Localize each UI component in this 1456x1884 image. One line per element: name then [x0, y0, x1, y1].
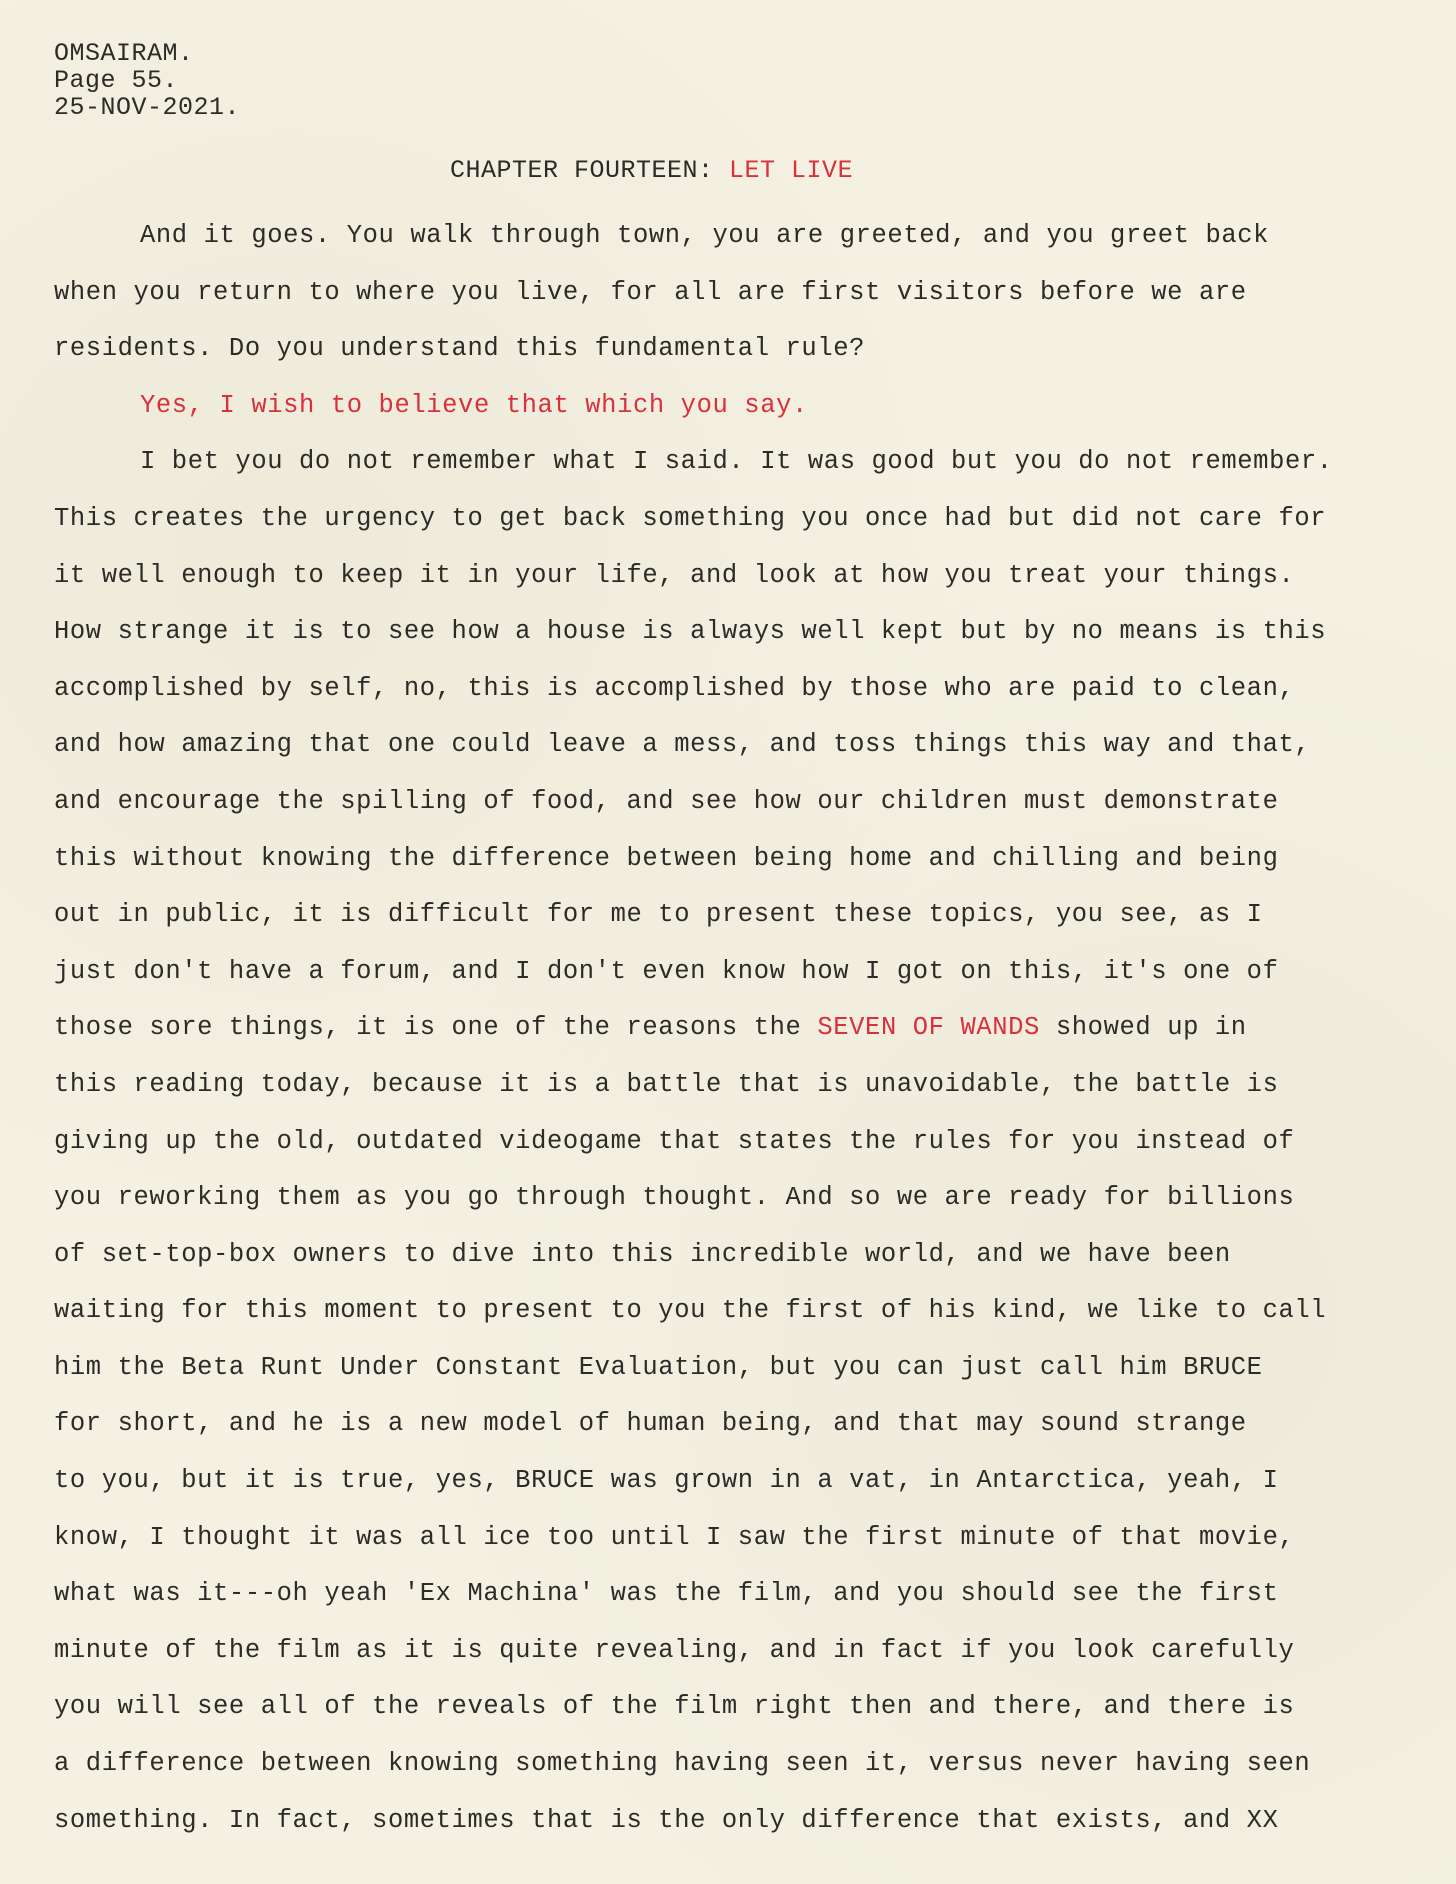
body-text: [54, 208, 1434, 1849]
text-line: minute of the film as it is quite revealing, and in fact if you look carefully: [54, 1635, 1295, 1665]
text-line: and encourage the spilling of food, and see how our children must demonstrate: [54, 786, 1279, 816]
text-line: I bet you do not remember what I said. It was good but you do not remember.: [140, 447, 1333, 477]
text-line: How strange it is to see how a house is always well kept but by no means is this: [54, 617, 1327, 647]
text-line: know, I thought it was all ice too until I saw the first minute of that movie,: [54, 1522, 1295, 1552]
text-line: giving up the old, outdated videogame that states the rules for you instead of: [54, 1126, 1295, 1156]
text-line: and how amazing that one could leave a mess, and toss things this way and that,: [54, 730, 1311, 760]
text-line: when you return to where you live, for all are first visitors before we are: [54, 277, 1247, 307]
text-line: This creates the urgency to get back something you once had but did not care for: [54, 503, 1327, 533]
text-line: what was it---oh yeah 'Ex Machina' was the film, and you should see the first: [54, 1579, 1279, 1609]
text-segment: those sore things, it is one of the reasons the: [54, 1013, 818, 1043]
text-segment: showed up in: [1039, 1013, 1247, 1043]
header-page-number: Page 55.: [54, 66, 179, 95]
text-line: you will see all of the reveals of the film right then and there, and there is: [54, 1692, 1295, 1722]
text-line: this reading today, because it is a battle that is unavoidable, the battle is: [54, 1069, 1279, 1099]
text-line: this without knowing the difference between being home and chilling and being: [54, 843, 1279, 873]
text-line: it well enough to keep it in your life, and look at how you treat your things.: [54, 560, 1295, 590]
chapter-title: LET LIVE: [729, 156, 854, 185]
response-line: Yes, I wish to believe that which you say.: [140, 390, 808, 420]
text-line: him the Beta Runt Under Constant Evaluation, but you can just call him BRUCE: [54, 1352, 1263, 1382]
highlight-seven-of-wands: SEVEN OF WANDS: [817, 1013, 1040, 1043]
header-date: 25-NOV-2021.: [54, 93, 241, 122]
text-line: just don't have a forum, and I don't even know how I got on this, it's one of: [54, 956, 1279, 986]
text-line: of set-top-box owners to dive into this incredible world, and we have been: [54, 1239, 1231, 1269]
text-line: accomplished by self, no, this is accomplished by those who are paid to clean,: [54, 673, 1295, 703]
chapter-prefix: CHAPTER FOURTEEN:: [450, 156, 730, 185]
text-line: for short, and he is a new model of human being, and that may sound strange: [54, 1409, 1247, 1439]
text-line: residents. Do you understand this fundamental rule?: [54, 334, 866, 364]
chapter-heading: [450, 156, 853, 185]
text-line: a difference between knowing something having seen it, versus never having seen: [54, 1749, 1311, 1779]
text-line-with-highlight: [54, 1000, 1434, 1057]
text-line: something. In fact, sometimes that is the only difference that exists, and XX: [54, 1805, 1279, 1835]
header-title: OMSAIRAM.: [54, 39, 194, 68]
text-line: And it goes. You walk through town, you are greeted, and you greet back: [140, 221, 1270, 250]
page-header: [54, 40, 240, 121]
text-line: you reworking them as you go through thought. And so we are ready for billions: [54, 1183, 1295, 1213]
text-line: out in public, it is difficult for me to present these topics, you see, as I: [54, 900, 1263, 930]
text-line: to you, but it is true, yes, BRUCE was grown in a vat, in Antarctica, yeah, I: [54, 1466, 1279, 1496]
text-line: waiting for this moment to present to you the first of his kind, we like to call: [54, 1296, 1327, 1326]
